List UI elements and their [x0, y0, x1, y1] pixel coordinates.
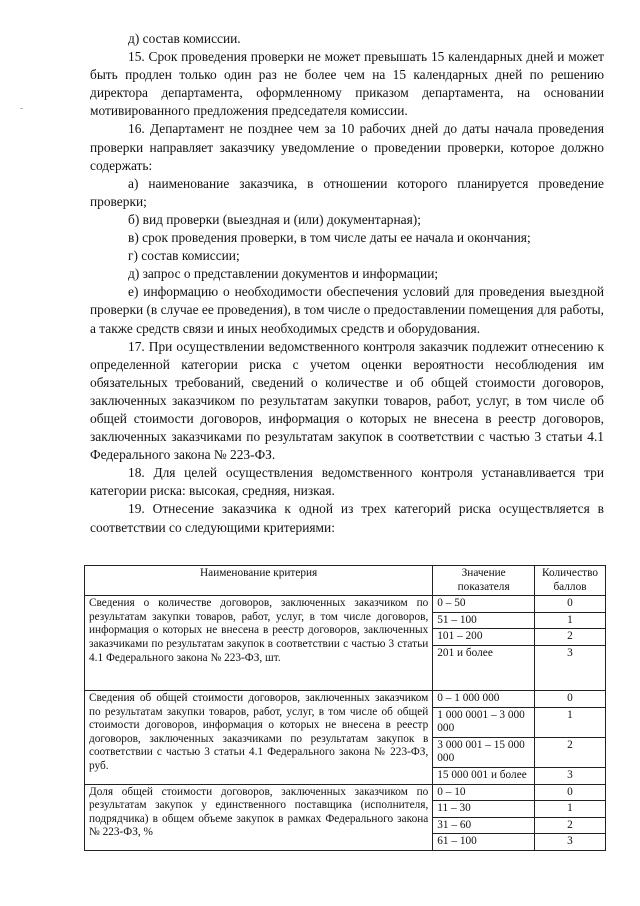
paragraph-16-d: д) запрос о представлении документов и информации; [128, 266, 439, 282]
document-body [90, 30, 604, 537]
criterion-single-supplier-share: Доля общей стоимости договоров, заключенных заказчиком по результатам закупок у единственного поставщика (исполнителя, подрядчика) в общем объеме закупок в рамках Федерального закона № 223-ФЗ, % [85, 784, 433, 850]
value-cell: 0 – 50 [433, 596, 535, 613]
header-points: Количество баллов [535, 566, 606, 596]
scan-mark [20, 108, 23, 109]
points-cell: 2 [535, 817, 606, 834]
points-cell: 0 [535, 784, 606, 801]
points-cell: 2 [535, 737, 606, 767]
paragraph-15: 15. Срок проведения проверки не может превышать 15 календарных дней и может быть продлен только один раз не более чем на 15 календарных дней по решению директора департамента, оформленному приказом департамента, на основании мотивированного предложения председателя комиссии. [90, 49, 604, 119]
table-header-row [85, 566, 606, 596]
paragraph-16: 16. Департамент не позднее чем за 10 рабочих дней до даты начала проведения проверки направляет заказчику уведомление о проведении проверки, которое должно содержать: [90, 121, 604, 173]
points-cell: 3 [535, 834, 606, 851]
table-row [85, 784, 606, 801]
paragraph-18: 18. Для целей осуществления ведомственного контроля устанавливается три категории риска: высокая, средняя, низкая. [90, 465, 604, 499]
points-cell: 1 [535, 801, 606, 818]
header-value: Значение показателя [433, 566, 535, 596]
points-cell: 2 [535, 629, 606, 646]
value-cell: 0 – 10 [433, 784, 535, 801]
paragraph-16-a: а) наименование заказчика, в отношении которого планируется проведение проверки; [90, 175, 604, 209]
value-cell: 51 – 100 [433, 612, 535, 629]
paragraph-16-g: г) состав комиссии; [128, 248, 240, 264]
value-cell: 31 – 60 [433, 817, 535, 834]
paragraph-16-e: е) информацию о необходимости обеспечения условий для проведения выездной проверки (в случае ее проведения), в том числе о предоставлении помещения для работы, а также средств связи и иных необходимых средств и оборудования. [90, 284, 604, 336]
paragraph-16-b: б) вид проверки (выездная и (или) документарная); [128, 211, 421, 227]
value-cell: 11 – 30 [433, 801, 535, 818]
value-cell: 1 000 0001 – 3 000 000 [433, 707, 535, 737]
paragraph-17: 17. При осуществлении ведомственного контроля заказчик подлежит отнесению к определенной категории риска с учетом оценки вероятности несоблюдения им обязательных требований, сведений о количестве и об общей стоимости договоров, заключенных заказчиком по результатам закупки товаров, работ, услуг, в том числе об общей стоимости договоров, информация о которых не внесена в реестр договоров, заключенных заказчиками по результатам закупок в соответствии с частью 3 статьи 4.1 Федерального закона № 223-ФЗ. [90, 338, 604, 463]
value-cell: 61 – 100 [433, 834, 535, 851]
value-cell: 201 и более [433, 645, 535, 690]
points-cell: 0 [535, 596, 606, 613]
points-cell: 3 [535, 645, 606, 690]
criterion-contract-total-cost: Сведения об общей стоимости договоров, заключенных заказчиком по результатам закупки товаров, работ, услуг, в том числе об общей стоимости договоров, информация о которых не внесена в реестр договоров, заключенных заказчиками по результатам закупок в соответствии с частью 3 статьи 4.1 Федерального закона № 223-ФЗ, руб. [85, 690, 433, 784]
points-cell: 1 [535, 707, 606, 737]
paragraph-item-d-commission: д) состав комиссии. [128, 31, 241, 46]
value-cell: 15 000 001 и более [433, 767, 535, 784]
paragraph-16-v: в) срок проведения проверки, в том числе даты ее начала и окончания; [128, 230, 531, 246]
value-cell: 3 000 001 – 15 000 000 [433, 737, 535, 767]
value-cell: 101 – 200 [433, 629, 535, 646]
risk-criteria-table [84, 565, 606, 851]
table-row [85, 690, 606, 707]
points-cell: 3 [535, 767, 606, 784]
value-cell: 0 – 1 000 000 [433, 690, 535, 707]
table-row [85, 596, 606, 613]
criterion-contract-count: Сведения о количестве договоров, заключенных заказчиком по результатам закупки товаров, работ, услуг, в том числе договоров, информация о которых не внесена в реестр договоров, заключенных заказчиками по результатам закупок в соответствии с частью 3 статьи 4.1 Федерального закона № 223-ФЗ, шт. [85, 596, 433, 691]
points-cell: 0 [535, 690, 606, 707]
paragraph-19: 19. Отнесение заказчика к одной из трех категорий риска осуществляется в соответствии со следующими критериями: [90, 501, 604, 535]
header-criterion: Наименование критерия [85, 566, 433, 596]
points-cell: 1 [535, 612, 606, 629]
